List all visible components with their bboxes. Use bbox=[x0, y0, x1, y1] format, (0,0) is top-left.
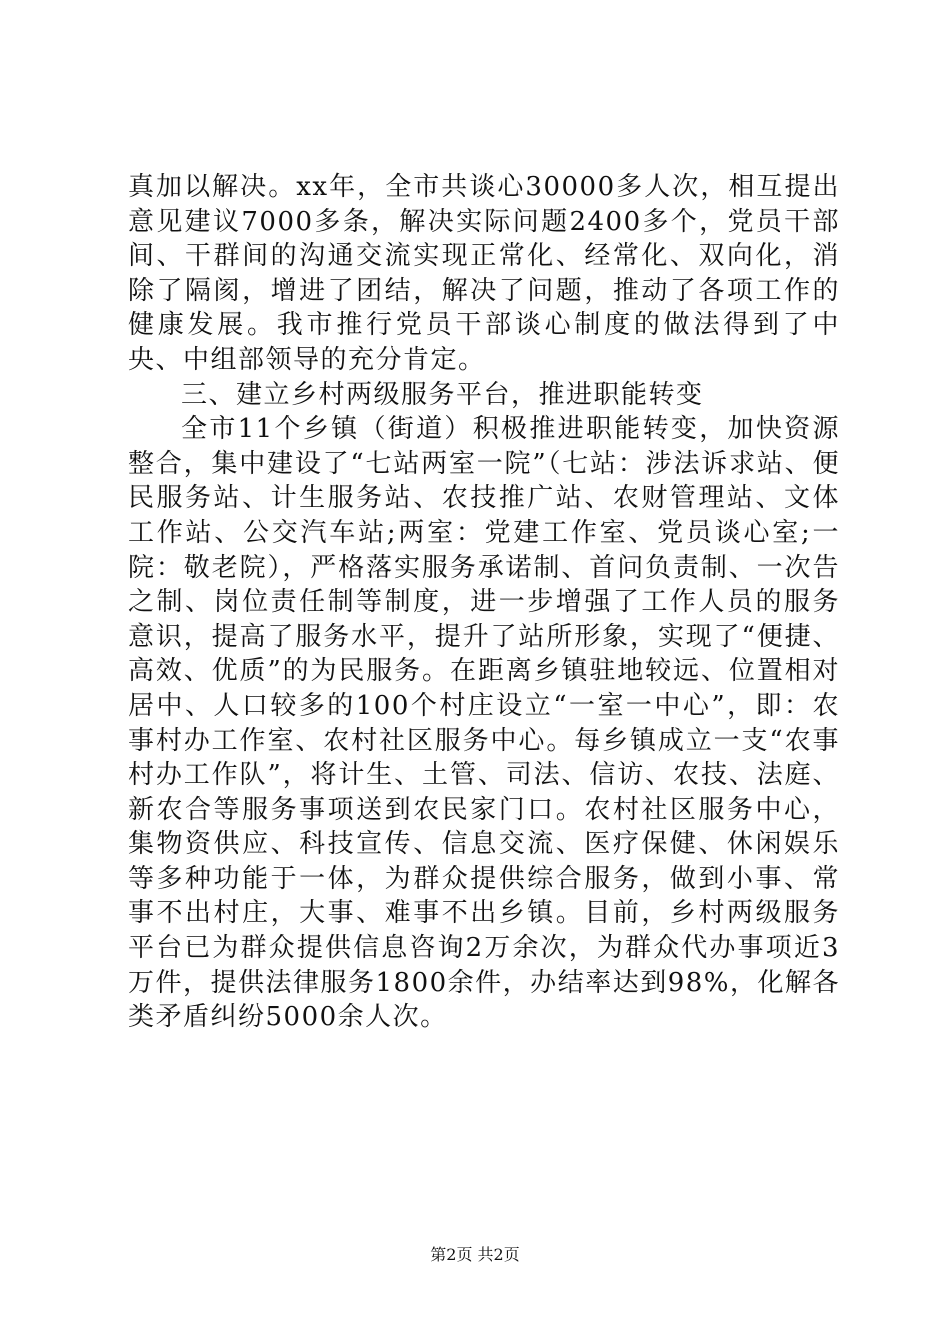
page-number-footer: 第2页 共2页 bbox=[430, 1245, 520, 1264]
paragraph-service-platform: 全市11个乡镇（街道）积极推进职能转变，加快资源整合，集中建设了“七站两室一院”（七站：涉法诉求站、便民服务站、计生服务站、农技推广站、农财管理站、文体工作站、公交汽车站;两室：党建工作室、党员谈心室;一院：敬老院），严格落实服务承诺制、首问负责制、一次告之制、岗位责任制等制度，进一步增强了工作人员的服务意识，提高了服务水平，提升了站所形象，实现了“便捷、高效、优质”的为民服务。在距离乡镇驻地较远、位置相对居中、人口较多的100个村庄设立“一室一中心”，即：农事村办工作室、农村社区服务中心。每乡镇成立一支“农事村办工作队”，将计生、土管、司法、信访、农技、法庭、新农合等服务事项送到农民家门口。农村社区服务中心，集物资供应、科技宣传、信息交流、医疗保健、休闲娱乐等多种功能于一体，为群众提供综合服务，做到小事、常事不出村庄，大事、难事不出乡镇。目前，乡村两级服务平台已为群众提供信息咨询2万余次，为群众代办事项近3万件，提供法律服务1800余件，办结率达到98%，化解各类矛盾纠纷5000余人次。 bbox=[128, 414, 840, 1033]
section-heading-service-platform: 三、建立乡村两级服务平台，推进职能转变 bbox=[181, 379, 704, 410]
paragraph-talks-summary: 真加以解决。xx年，全市共谈心30000多人次，相互提出意见建议7000多条，解决实际问题2400多个，党员干部间、干群间的沟通交流实现正常化、经常化、双向化，消除了隔阂，增进了团结，解决了问题，推动了各项工作的健康发展。我市推行党员干部谈心制度的做法得到了中央、中组部领导的充分肯定。 bbox=[128, 172, 840, 375]
document-body bbox=[128, 170, 840, 1035]
